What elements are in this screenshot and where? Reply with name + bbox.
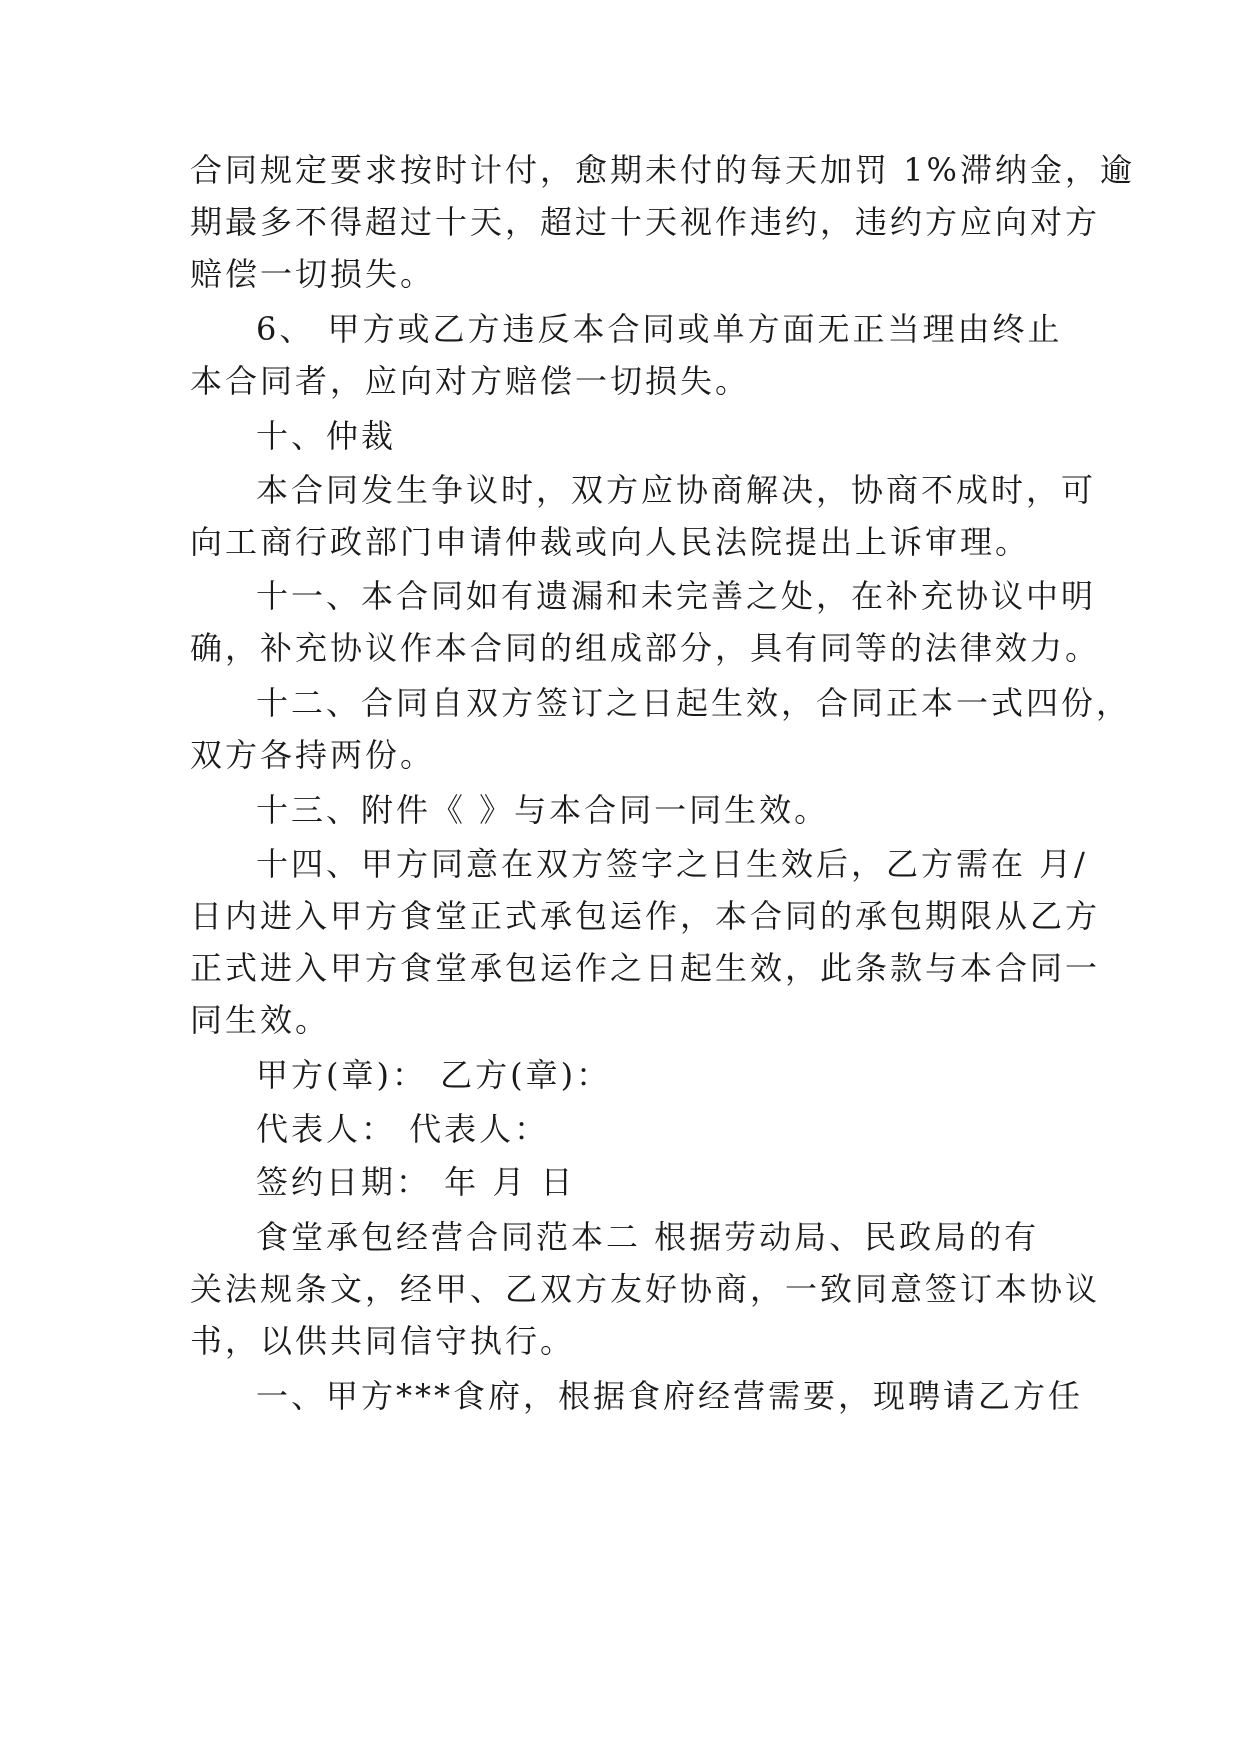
body-text-line: 本合同者，应向对方赔偿一切损失。 bbox=[190, 362, 751, 400]
body-text-line: 日内进入甲方食堂正式承包运作，本合同的承包期限从乙方 bbox=[190, 897, 1101, 935]
template-two-heading-line: 食堂承包经营合同范本二 根据劳动局、民政局的有 bbox=[256, 1218, 1040, 1256]
clause-13-line: 十三、附件《 》与本合同一同生效。 bbox=[256, 791, 830, 829]
signature-party-line: 甲方(章)： 乙方(章)： bbox=[256, 1056, 612, 1094]
body-text-line: 合同规定要求按时计付，愈期未付的每天加罚 1%滞纳金，逾 bbox=[190, 151, 1135, 189]
clause-6-line: 6、 甲方或乙方违反本合同或单方面无正当理由终止 bbox=[256, 310, 1063, 348]
clause-1-line: 一、甲方***食府，根据食府经营需要，现聘请乙方任 bbox=[256, 1377, 1084, 1415]
body-text-line: 期最多不得超过十天，超过十天视作违约，违约方应向对方 bbox=[190, 203, 1101, 241]
body-text-line: 确，补充协议作本合同的组成部分，具有同等的法律效力。 bbox=[190, 629, 1101, 667]
clause-11-line: 十一、本合同如有遗漏和未完善之处，在补充协议中明 bbox=[256, 577, 1097, 615]
body-text-line: 正式进入甲方食堂承包运作之日起生效，此条款与本合同一 bbox=[190, 949, 1101, 987]
body-text-line: 本合同发生争议时，双方应协商解决，协商不成时，可 bbox=[256, 471, 1097, 509]
body-text-line: 同生效。 bbox=[190, 1001, 331, 1039]
body-text-line: 关法规条文，经甲、乙双方友好协商，一致同意签订本协议 bbox=[190, 1270, 1101, 1308]
body-text-line: 赔偿一切损失。 bbox=[190, 255, 436, 293]
section-heading-arbitration: 十、仲裁 bbox=[256, 417, 397, 455]
clause-14-line: 十四、甲方同意在双方签字之日生效后，乙方需在 月/ bbox=[256, 845, 1088, 883]
signature-representative-line: 代表人： 代表人： bbox=[256, 1110, 550, 1148]
body-text-line: 书，以供共同信守执行。 bbox=[190, 1322, 576, 1360]
signature-date-line: 签约日期： 年 月 日 bbox=[256, 1163, 576, 1201]
body-text-line: 向工商行政部门申请仲裁或向人民法院提出上诉审理。 bbox=[190, 523, 1031, 561]
clause-12-line: 十二、合同自双方签订之日起生效，合同正本一式四份， bbox=[256, 684, 1132, 722]
body-text-line: 双方各持两份。 bbox=[190, 736, 436, 774]
